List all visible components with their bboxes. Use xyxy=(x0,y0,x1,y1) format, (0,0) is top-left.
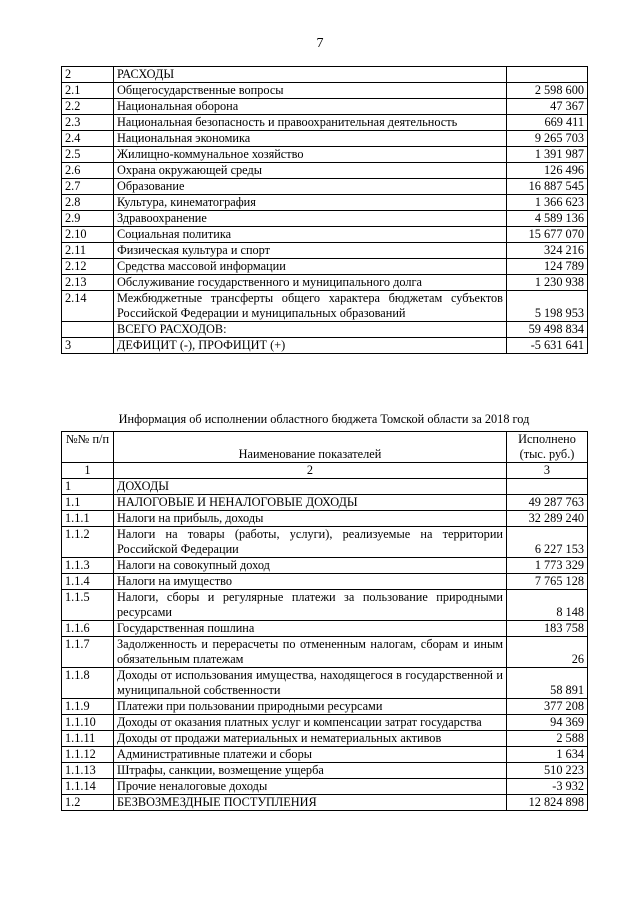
row-value: 2 598 600 xyxy=(507,83,588,99)
row-name: БЕЗВОЗМЕЗДНЫЕ ПОСТУПЛЕНИЯ xyxy=(114,795,507,811)
row-value: 16 887 545 xyxy=(507,179,588,195)
row-number: 2.3 xyxy=(62,115,114,131)
row-name: Национальная экономика xyxy=(114,131,507,147)
row-value: 1 230 938 xyxy=(507,275,588,291)
row-number: 1.1.5 xyxy=(62,590,114,621)
row-number: 2 xyxy=(62,67,114,83)
row-name: НАЛОГОВЫЕ И НЕНАЛОГОВЫЕ ДОХОДЫ xyxy=(114,495,507,511)
table-row xyxy=(62,338,588,354)
table-row xyxy=(62,747,588,763)
table-row xyxy=(62,715,588,731)
col-number-3: 3 xyxy=(507,463,588,479)
row-name: Доходы от оказания платных услуг и компенсации затрат государства xyxy=(114,715,507,731)
row-value: 59 498 834 xyxy=(507,322,588,338)
header-name: Наименование показателей xyxy=(114,432,507,463)
row-number: 2.1 xyxy=(62,83,114,99)
row-value: 377 208 xyxy=(507,699,588,715)
row-number: 1.2 xyxy=(62,795,114,811)
row-value: 669 411 xyxy=(507,115,588,131)
row-value: 183 758 xyxy=(507,621,588,637)
row-name: ВСЕГО РАСХОДОВ: xyxy=(114,322,507,338)
row-value: 47 367 xyxy=(507,99,588,115)
row-name: Социальная политика xyxy=(114,227,507,243)
row-name: Общегосударственные вопросы xyxy=(114,83,507,99)
row-name: Доходы от использования имущества, находящегося в государственной и муниципальной собственности xyxy=(114,668,507,699)
row-number: 1.1.1 xyxy=(62,511,114,527)
row-value: 9 265 703 xyxy=(507,131,588,147)
row-number: 2.7 xyxy=(62,179,114,195)
row-value: 5 198 953 xyxy=(507,291,588,322)
row-number: 2.14 xyxy=(62,291,114,322)
table-row xyxy=(62,795,588,811)
row-number: 3 xyxy=(62,338,114,354)
row-value: 12 824 898 xyxy=(507,795,588,811)
row-name: Штрафы, санкции, возмещение ущерба xyxy=(114,763,507,779)
table-row xyxy=(62,211,588,227)
row-name: Образование xyxy=(114,179,507,195)
header-row xyxy=(62,432,588,463)
row-number: 1.1.8 xyxy=(62,668,114,699)
row-name: Национальная оборона xyxy=(114,99,507,115)
table-row xyxy=(62,731,588,747)
row-value: 126 496 xyxy=(507,163,588,179)
row-name: Налоги на прибыль, доходы xyxy=(114,511,507,527)
table-row xyxy=(62,67,588,83)
table-row xyxy=(62,99,588,115)
row-name: Прочие неналоговые доходы xyxy=(114,779,507,795)
table-row xyxy=(62,495,588,511)
table-row xyxy=(62,511,588,527)
row-name: Государственная пошлина xyxy=(114,621,507,637)
row-value: 26 xyxy=(507,637,588,668)
row-value: 4 589 136 xyxy=(507,211,588,227)
table-row xyxy=(62,243,588,259)
table-row xyxy=(62,699,588,715)
row-name: Средства массовой информации xyxy=(114,259,507,275)
income-table-body xyxy=(62,479,588,811)
row-number: 2.2 xyxy=(62,99,114,115)
table-row xyxy=(62,668,588,699)
row-number: 2.6 xyxy=(62,163,114,179)
row-value: 94 369 xyxy=(507,715,588,731)
row-number: 1.1.10 xyxy=(62,715,114,731)
row-value: 324 216 xyxy=(507,243,588,259)
row-name: Культура, кинематография xyxy=(114,195,507,211)
row-name: РАСХОДЫ xyxy=(114,67,507,83)
table-row xyxy=(62,779,588,795)
row-number: 1.1.6 xyxy=(62,621,114,637)
row-number: 1.1.13 xyxy=(62,763,114,779)
row-value: 2 588 xyxy=(507,731,588,747)
table-row xyxy=(62,527,588,558)
row-number: 2.11 xyxy=(62,243,114,259)
header-num: №№ п/п xyxy=(62,432,114,463)
row-number xyxy=(62,322,114,338)
row-name: Жилищно-коммунальное хозяйство xyxy=(114,147,507,163)
row-name: Налоги на товары (работы, услуги), реализуемые на территории Российской Федерации xyxy=(114,527,507,558)
row-name: Доходы от продажи материальных и нематериальных активов xyxy=(114,731,507,747)
row-number: 1.1.9 xyxy=(62,699,114,715)
row-value: 7 765 128 xyxy=(507,574,588,590)
row-number: 1.1.3 xyxy=(62,558,114,574)
table-row xyxy=(62,163,588,179)
table-row xyxy=(62,637,588,668)
row-name: Межбюджетные трансферты общего характера бюджетам субъектов Российской Федерации и муниципальных образований xyxy=(114,291,507,322)
row-value: 49 287 763 xyxy=(507,495,588,511)
row-number: 1 xyxy=(62,479,114,495)
row-number: 2.9 xyxy=(62,211,114,227)
row-number: 1.1.7 xyxy=(62,637,114,668)
row-number: 1.1.14 xyxy=(62,779,114,795)
row-name: Национальная безопасность и правоохранительная деятельность xyxy=(114,115,507,131)
income-table xyxy=(61,431,588,811)
row-value: 32 289 240 xyxy=(507,511,588,527)
expenses-table xyxy=(61,66,588,354)
row-value: 1 391 987 xyxy=(507,147,588,163)
row-number: 2.5 xyxy=(62,147,114,163)
table-row xyxy=(62,763,588,779)
row-number: 1.1 xyxy=(62,495,114,511)
row-number: 2.8 xyxy=(62,195,114,211)
row-name: Здравоохранение xyxy=(114,211,507,227)
row-number: 2.4 xyxy=(62,131,114,147)
row-name: Задолженность и перерасчеты по отмененным налогам, сборам и иным обязательным платежам xyxy=(114,637,507,668)
column-numbers-row xyxy=(62,463,588,479)
col-number-2: 2 xyxy=(114,463,507,479)
row-number: 2.13 xyxy=(62,275,114,291)
table-row xyxy=(62,195,588,211)
row-value: 8 148 xyxy=(507,590,588,621)
row-value: 1 366 623 xyxy=(507,195,588,211)
table-row xyxy=(62,259,588,275)
income-table-header xyxy=(62,432,588,479)
row-name: Платежи при пользовании природными ресурсами xyxy=(114,699,507,715)
table-row xyxy=(62,83,588,99)
table-row xyxy=(62,179,588,195)
row-value: 124 789 xyxy=(507,259,588,275)
row-value: 510 223 xyxy=(507,763,588,779)
header-value: Исполнено (тыс. руб.) xyxy=(507,432,588,463)
row-value: 6 227 153 xyxy=(507,527,588,558)
table-row xyxy=(62,227,588,243)
table-row xyxy=(62,621,588,637)
row-name: Налоги на имущество xyxy=(114,574,507,590)
table-row xyxy=(62,115,588,131)
row-number: 1.1.12 xyxy=(62,747,114,763)
row-value: 58 891 xyxy=(507,668,588,699)
row-name: Охрана окружающей среды xyxy=(114,163,507,179)
row-name: ДЕФИЦИТ (-), ПРОФИЦИТ (+) xyxy=(114,338,507,354)
row-name: ДОХОДЫ xyxy=(114,479,507,495)
row-name: Обслуживание государственного и муниципального долга xyxy=(114,275,507,291)
row-name: Налоги на совокупный доход xyxy=(114,558,507,574)
col-number-1: 1 xyxy=(62,463,114,479)
row-number: 2.12 xyxy=(62,259,114,275)
table-row xyxy=(62,275,588,291)
row-value: -5 631 641 xyxy=(507,338,588,354)
row-value: 1 773 329 xyxy=(507,558,588,574)
table-row xyxy=(62,291,588,322)
row-name: Налоги, сборы и регулярные платежи за пользование природными ресурсами xyxy=(114,590,507,621)
row-value: 1 634 xyxy=(507,747,588,763)
row-name: Физическая культура и спорт xyxy=(114,243,507,259)
table-row xyxy=(62,479,588,495)
row-value xyxy=(507,67,588,83)
row-number: 1.1.4 xyxy=(62,574,114,590)
table-row xyxy=(62,322,588,338)
row-name: Административные платежи и сборы xyxy=(114,747,507,763)
table-row xyxy=(62,147,588,163)
table-row xyxy=(62,131,588,147)
table-row xyxy=(62,558,588,574)
row-number: 2.10 xyxy=(62,227,114,243)
table-row xyxy=(62,574,588,590)
row-value xyxy=(507,479,588,495)
page-number: 7 xyxy=(316,36,324,51)
row-value: -3 932 xyxy=(507,779,588,795)
row-value: 15 677 070 xyxy=(507,227,588,243)
row-number: 1.1.11 xyxy=(62,731,114,747)
table-row xyxy=(62,590,588,621)
income-table-caption: Информация об исполнении областного бюджета Томской области за 2018 год xyxy=(118,412,530,426)
expenses-table-body xyxy=(62,67,588,354)
row-number: 1.1.2 xyxy=(62,527,114,558)
